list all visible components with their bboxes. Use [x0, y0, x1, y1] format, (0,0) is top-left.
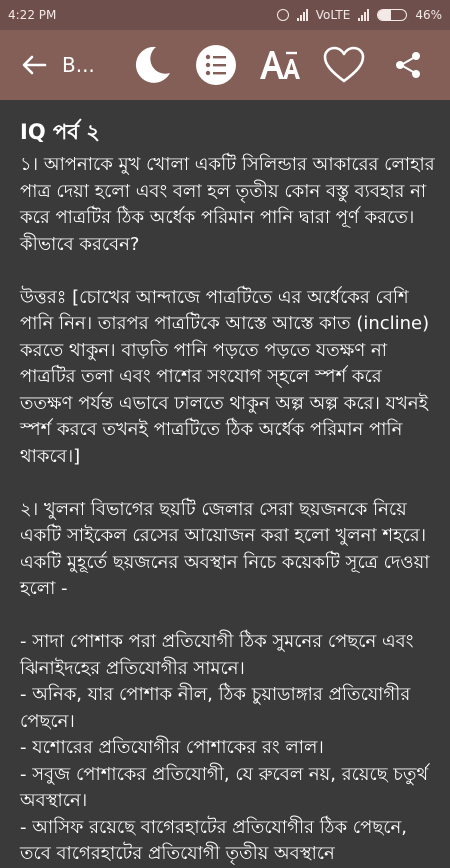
- font-size-button[interactable]: [254, 39, 306, 91]
- status-bar: [0, 0, 450, 30]
- list-item: - আসিফ রয়েছে বাগেরহাটের প্রতিযোগীর ঠিক পেছনে, তবে বাগেরহাটের প্রতিযোগী তৃতীয় অবস্থানে: [20, 816, 407, 864]
- chapter-list-button[interactable]: [190, 39, 242, 91]
- answer-1: উত্তরঃ [চোখের আন্দাজে পাত্রটিতে এর অর্ধেকের বেশি পানি নিন। তারপর পাত্রটিকে আস্তে আস্তে কাত (incline) করতে থাকুন। বাড়তি পানি পড়তে পড়তে যতক্ষণ না পাত্রটির তলা এবং পাশের সংযোগ স্হলে স্পর্শ করে ততক্ষণ পর্যন্ত এভাবে ঢালতে থাকুন অল্প অল্প করে। যখনই স্পর্শ করবে তখনই পাত্রটিতে ঠিক অর্ধেক পরিমান পানি থাকবে।]: [20, 286, 435, 467]
- list-item: - যশোরের প্রতিযোগীর পোশাকের রং লাল।: [20, 737, 324, 758]
- network-type: VoLTE: [315, 8, 351, 22]
- favorite-icon: [322, 45, 366, 85]
- signal-icon-2: [358, 9, 369, 21]
- share-button[interactable]: [382, 39, 434, 91]
- status-indicators: [277, 8, 442, 22]
- signal-icon: [297, 9, 308, 21]
- back-arrow-icon: [21, 54, 47, 76]
- night-mode-button[interactable]: [126, 39, 178, 91]
- battery-fill: [378, 10, 391, 20]
- font-size-icon: [258, 47, 302, 83]
- list-item: - সবুজ পোশাকের প্রতিযোগী, যে রুবেল নয়, রয়েছে চতুর্থ অবস্থানে।: [20, 763, 429, 811]
- night-mode-icon: [130, 43, 174, 87]
- list-item: - অনিক, যার পোশাক নীল, ঠিক চুয়াডাঙ্গার প্রতিযোগীর পেছনে।: [20, 684, 411, 732]
- share-icon: [393, 50, 423, 80]
- favorite-button[interactable]: [318, 39, 370, 91]
- app-bar: [0, 30, 450, 100]
- battery-percent: 46%: [415, 8, 442, 22]
- alarm-icon: [277, 9, 289, 21]
- question-1: ১। আপনাকে মুখ খোলা একটি সিলিন্ডার আকারের লোহার পাত্র দেয়া হলো এবং বলা হল তৃতীয় কোন বস্তু ব্যবহার না করে পাত্রটির ঠিক অর্ধেক পরিমান পানি দ্বারা পূর্ণ করতে। কীভাবে করবেন?: [20, 154, 441, 255]
- battery-icon: [377, 9, 407, 21]
- list-item: - সাদা পোশাক পরা প্রতিযোগী ঠিক সুমনের পেছনে এবং ঝিনাইদহের প্রতিযোগীর সামনে।: [20, 631, 414, 679]
- article-content: [20, 118, 441, 868]
- article-title: IQ পর্ব ২: [20, 120, 100, 144]
- status-time: 4:22 PM: [8, 8, 57, 22]
- chapter-list-icon: [195, 44, 237, 86]
- question-2: ২। খুলনা বিভাগের ছয়টি জেলার সেরা ছয়জনকে নিয়ে একটি সাইকেল রেসের আয়োজন করা হলো খুলনা শহরে। একটি মুহূর্তে ছয়জনের অবস্থান নিচে কয়েকটি সূত্রে দেওয়া হলো -: [20, 498, 436, 599]
- back-button[interactable]: [16, 47, 52, 83]
- chapter-title: B...: [62, 53, 95, 77]
- clue-list: [20, 629, 435, 868]
